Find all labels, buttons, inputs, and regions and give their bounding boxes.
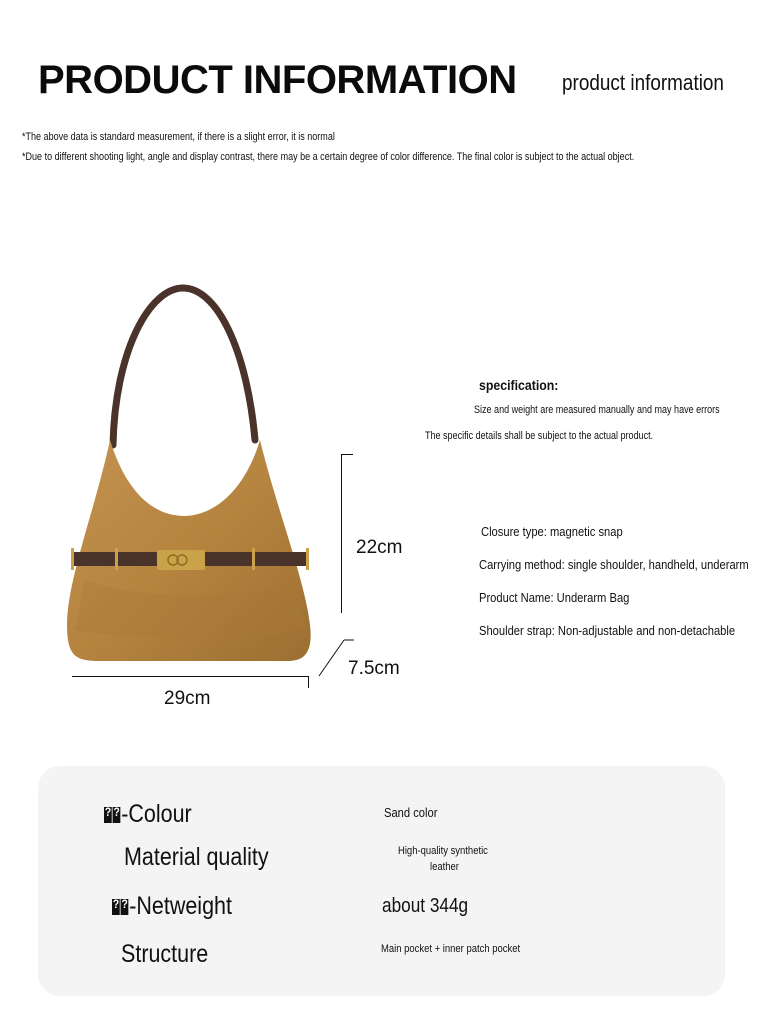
- specification-note-2: The specific details shall be subject to the actual product.: [425, 430, 654, 442]
- colour-label: ??-Colour: [104, 800, 192, 829]
- material-label: Material quality: [124, 843, 269, 871]
- material-value-line1: High-quality synthetic: [398, 845, 488, 857]
- color-difference-note: *Due to different shooting light, angle and display contrast, there may be a certain degree of color difference. The final color is subject to the actual object.: [22, 151, 635, 163]
- missing-glyph-icon: [104, 807, 112, 823]
- width-dimension-tick: [308, 676, 309, 688]
- missing-glyph-icon: [113, 807, 121, 823]
- specification-note-1: Size and weight are measured manually and may have errors: [474, 404, 720, 416]
- structure-label: Structure: [121, 940, 209, 968]
- closure-type: Closure type: magnetic snap: [481, 524, 623, 539]
- product-name: Product Name: Underarm Bag: [479, 590, 630, 605]
- missing-glyph-icon: [112, 899, 120, 915]
- underarm-bag-image: [55, 280, 325, 680]
- missing-glyph-icon: [121, 899, 129, 915]
- material-value-line2: leather: [430, 861, 459, 873]
- width-label: 29cm: [164, 688, 211, 709]
- structure-value: Main pocket + inner patch pocket: [381, 943, 521, 955]
- magnetic-clasp: [157, 550, 205, 570]
- shoulder-strap: [113, 288, 255, 445]
- carrying-method: Carrying method: single shoulder, handheld, underarm: [479, 557, 749, 572]
- netweight-label: ??-Netweight: [112, 892, 232, 921]
- netweight-value: about 344g: [382, 895, 469, 917]
- specification-heading: specification:: [479, 377, 559, 393]
- height-dimension-line: [341, 454, 342, 613]
- shoulder-strap-info: Shoulder strap: Non-adjustable and non-detachable: [479, 623, 736, 638]
- measurement-note: *The above data is standard measurement, if there is a slight error, it is normal: [22, 131, 335, 143]
- height-dimension-tick: [341, 454, 353, 455]
- height-label: 22cm: [356, 537, 403, 558]
- page-title: PRODUCT INFORMATION: [38, 58, 517, 102]
- colour-value: Sand color: [384, 805, 438, 820]
- page-subtitle: product information: [562, 70, 724, 95]
- depth-label: 7.5cm: [348, 658, 400, 679]
- width-dimension-line: [72, 676, 309, 677]
